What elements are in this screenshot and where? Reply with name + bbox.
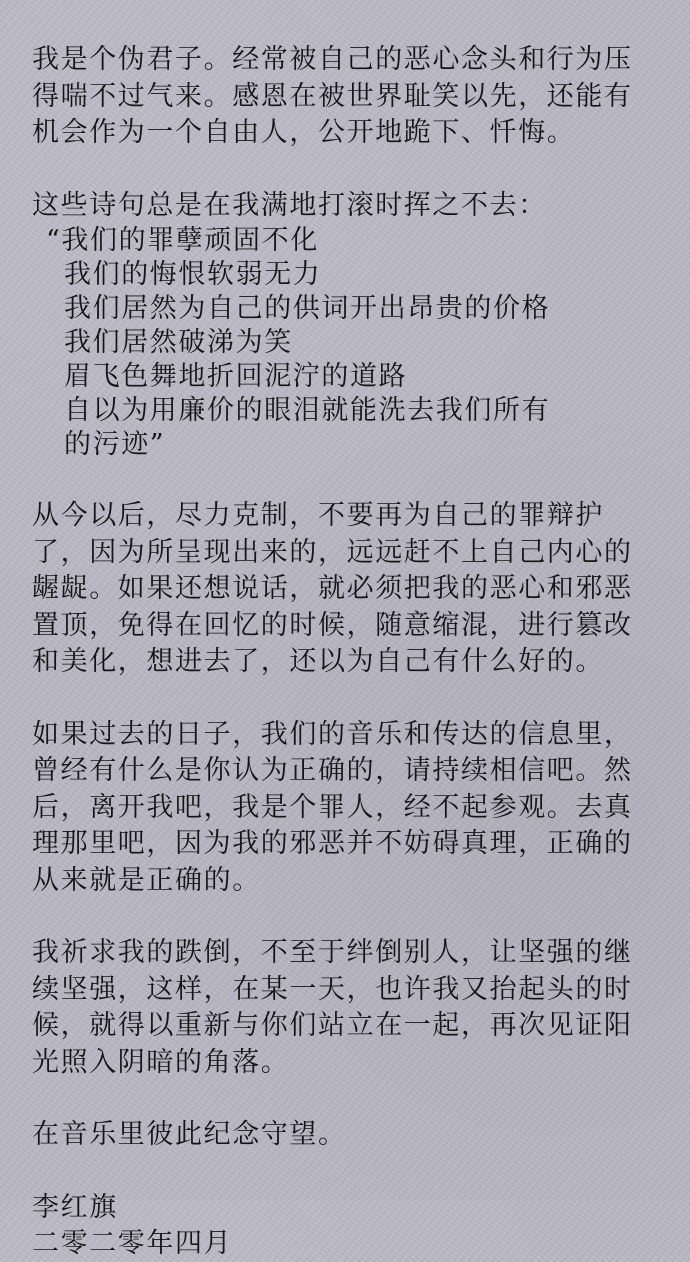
- poem-line: 我们的悔恨软弱无力: [64, 259, 322, 290]
- paragraph-poem-intro: 这些诗句总是在我满地打滚时挥之不去：: [32, 189, 547, 221]
- paragraph-resolution: 从今以后，尽力克制，不要再为自己的罪辩护了，因为所呈现出来的，远远赶不上自己内心的龌龊。如果还想说话，就必须把我的恶心和邪恶置顶，免得在回忆的时候，随意缩混，进行篡改和美化，想进去了，还以为自己有什么好的。: [32, 500, 633, 677]
- paragraph-gap: [32, 152, 656, 188]
- poem-line: 的污迹”: [64, 429, 166, 460]
- paragraph-closing: 在音乐里彼此纪念守望。: [32, 1119, 347, 1150]
- paragraph-gap: [32, 899, 656, 935]
- poem-line: 我们居然破涕为笑: [64, 327, 293, 358]
- quoted-poem: [32, 224, 656, 462]
- paragraph-prayer: 我祈求我的跌倒，不至于绊倒别人，让坚强的继续坚强，这样，在某一天，也许我又抬起头的时候，就得以重新与你们站立在一起，再次见证阳光照入阴暗的角落。: [32, 937, 633, 1078]
- paragraph-gap: [32, 1081, 656, 1117]
- poem-line: 自以为用廉价的眼泪就能洗去我们所有: [64, 395, 551, 426]
- poem-line: 我们居然为自己的供词开出昂贵的价格: [64, 293, 551, 324]
- signature-date: 二零二零年四月: [32, 1227, 233, 1259]
- poem-line: “我们的罪孽顽固不化: [46, 225, 319, 256]
- paragraph-gap: [32, 681, 656, 717]
- paragraph-request: 如果过去的日子，我们的音乐和传达的信息里，曾经有什么是你认为正确的，请持续相信吧。然后，离开我吧，我是个罪人，经不起参观。去真理那里吧，因为我的邪恶并不妨碍真理，正确的从来就是正确的。: [32, 718, 633, 896]
- paragraph-gap: [32, 1154, 656, 1190]
- poem-line: 眉飞色舞地折回泥泞的道路: [64, 361, 408, 392]
- signature-name: 李红旗: [32, 1191, 118, 1223]
- paragraph-confession: 我是个伪君子。经常被自己的恶心念头和行为压得喘不过气来。感恩在被世界耻笑以先，还能有机会作为一个自由人，公开地跪下、忏悔。: [32, 44, 633, 148]
- paragraph-gap: [32, 462, 656, 498]
